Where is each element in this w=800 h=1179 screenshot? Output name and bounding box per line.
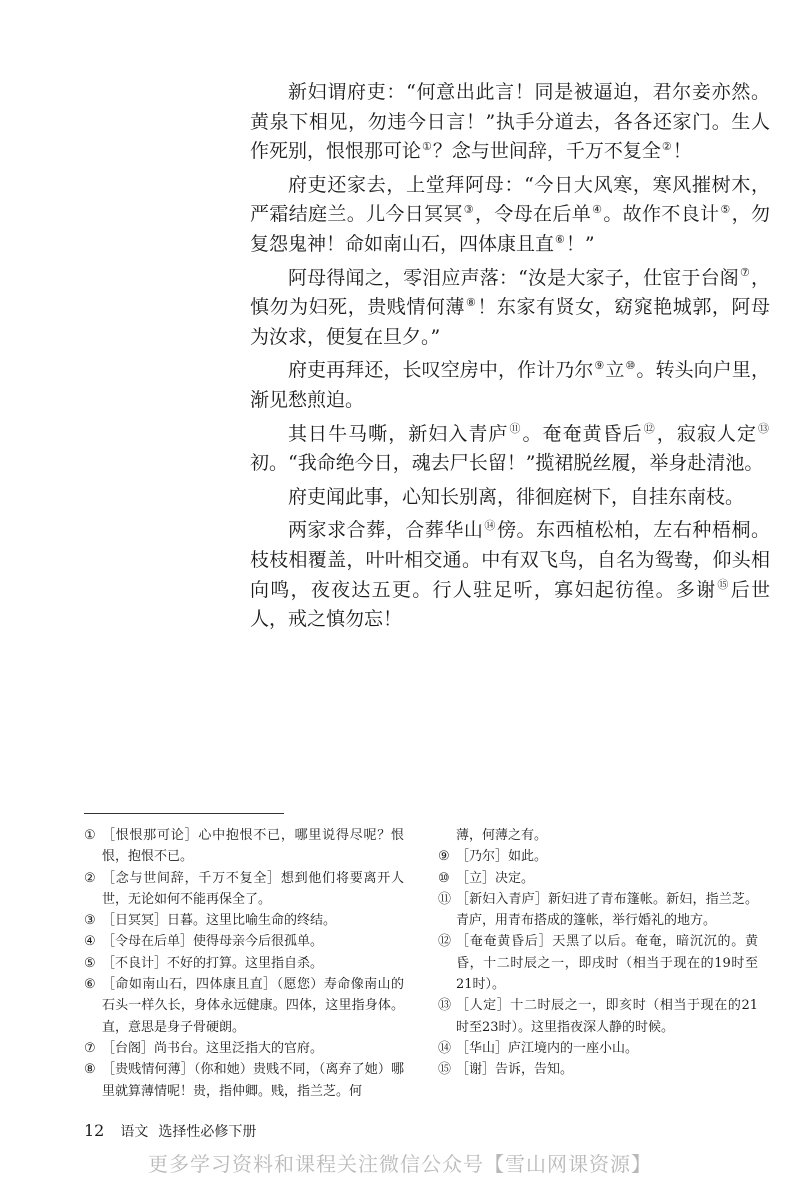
footnote-text: ［华山］庐江境内的一座小山。 bbox=[456, 1040, 639, 1056]
footnote-reference: ⑨ bbox=[594, 359, 605, 373]
text-segment: 府吏还家去，上堂拜阿母：“今日大风寒，寒风摧树木，严霜结庭兰。儿今日冥冥 bbox=[250, 173, 770, 226]
footnote-reference: ④ bbox=[592, 203, 603, 217]
footnote-text: ［立］决定。 bbox=[456, 870, 535, 886]
footnote-marker: ⑧ bbox=[84, 1062, 96, 1078]
text-segment: 阿母得闻之，零泪应声落：“汝是大家子，仕宦于台阁 bbox=[288, 266, 739, 289]
footnote-divider bbox=[84, 813, 284, 814]
paragraph bbox=[250, 78, 770, 167]
text-segment: 。奄奄黄昏后 bbox=[522, 422, 643, 445]
footnote-reference: ① bbox=[422, 139, 432, 153]
footnote-text: ［念与世间辞，千万不复全］想到他们将要离开人世，无论如何不能再保全了。 bbox=[102, 870, 404, 907]
text-segment: 。故作不良计 bbox=[603, 203, 720, 226]
footnote-item bbox=[438, 1059, 758, 1080]
paragraph bbox=[250, 356, 770, 415]
text-segment: 傍。东西植松柏，左右种梧桐。枝枝相覆盖，叶叶相交通。中有双飞鸟，自名为鸳鸯，仰头相向鸣，夜夜达五更。行人驻足听，寡妇起彷徨。多谢 bbox=[250, 519, 770, 601]
footnote-text: ［台阁］尚书台。这里泛指大的官府。 bbox=[102, 1040, 324, 1056]
footnote-marker: ① bbox=[84, 828, 96, 843]
text-segment: 初。“我命绝今日，魂去尸长留！”揽裙脱丝履，举身赴清池。 bbox=[250, 452, 764, 475]
footnote-reference: ③ bbox=[463, 203, 475, 217]
text-segment: 府吏再拜还，长叹空房中，作计乃尔 bbox=[288, 359, 594, 382]
paragraph bbox=[250, 516, 770, 634]
text-segment: ！” bbox=[565, 232, 595, 255]
footnote-text: ［日冥冥］日暮。这里比喻生命的终结。 bbox=[102, 913, 337, 929]
text-segment: 两家求合葬，合葬华山 bbox=[288, 519, 484, 542]
footnote-text: ［乃尔］如此。 bbox=[456, 849, 548, 865]
footnote-item bbox=[438, 846, 758, 867]
text-segment: 府吏闻此事，心知长别离，徘徊庭树下，自挂东南枝。 bbox=[288, 485, 745, 508]
footnote-reference: ⑮ bbox=[717, 578, 730, 592]
text-segment: ？念与世间辞，千万不复全 bbox=[432, 140, 661, 163]
text-segment: ！东家有贤女，窈窕艳城郭，阿母为汝求，便复在旦夕。” bbox=[250, 296, 770, 348]
page-footer bbox=[84, 1121, 256, 1141]
footnote-text: ［人定］十二时辰之一，即亥时（相当于现在的21时至23时）。这里指夜深人静的时候。 bbox=[456, 998, 758, 1035]
footnote-item bbox=[84, 868, 404, 911]
text-segment: ，慎勿为妇死，贵贱情何薄 bbox=[250, 266, 770, 319]
footnote-item bbox=[84, 931, 404, 952]
footnote-item bbox=[438, 1038, 758, 1059]
footnote-text: ［谢］告诉，告知。 bbox=[456, 1062, 574, 1078]
text-segment: ，勿复怨鬼神！命如南山石，四体康且直 bbox=[250, 203, 770, 255]
footnote-marker: ⑫ bbox=[438, 934, 452, 950]
footnote-item bbox=[84, 974, 404, 1038]
footnote-marker: ⑦ bbox=[84, 1040, 96, 1056]
footnote-item bbox=[84, 825, 404, 868]
footnote-reference: ⑫ bbox=[643, 422, 656, 436]
footnote-marker: ④ bbox=[84, 934, 96, 950]
footnote-reference: ⑦ bbox=[739, 266, 750, 280]
text-segment: ！ bbox=[672, 140, 692, 163]
footnote-reference: ⑧ bbox=[465, 295, 477, 309]
footnote-item bbox=[84, 1059, 404, 1102]
footnote-marker: ③ bbox=[84, 913, 96, 929]
footnote-marker: ⑭ bbox=[438, 1040, 452, 1056]
footnote-marker: ⑪ bbox=[438, 891, 452, 907]
footnote-item bbox=[438, 889, 758, 932]
footnote-text: ［令母在后单］使得母亲今后很孤单。 bbox=[102, 934, 324, 950]
text-segment: 新妇谓府吏：“何意出此言！同是被逼迫，君尔妾亦然。黄泉下相见，勿违今日言！”执手分道去，各各还家门。生人作死别，恨恨那可论 bbox=[250, 81, 770, 163]
text-segment: 后世人，戒之慎勿忘！ bbox=[250, 578, 770, 631]
footnote-reference: ⑭ bbox=[484, 518, 496, 532]
footnote-text: ［命如南山石，四体康且直］（愿您）寿命像南山的石头一样久长，身体永远健康。四体，这里指身体。直，意思是身子骨硬朗。 bbox=[102, 977, 404, 1035]
footnotes-right-column bbox=[438, 825, 758, 1081]
main-poem-text bbox=[250, 78, 770, 639]
footnote-marker: ⑤ bbox=[84, 955, 96, 971]
footnote-item bbox=[84, 1038, 404, 1059]
footer-subject: 语文 bbox=[120, 1124, 149, 1140]
footnote-text: ［不良计］不好的打算。这里指自杀。 bbox=[102, 955, 324, 971]
footer-volume: 选择性必修下册 bbox=[158, 1124, 257, 1140]
footnote-text: ［新妇入青庐］新妇进了青布篷帐。新妇，指兰芝。青庐，用青布搭成的篷帐，举行婚礼的地方。 bbox=[456, 891, 758, 929]
text-segment: 。转头向户里，渐见愁煎迫。 bbox=[250, 359, 770, 411]
footnote-marker: ⑥ bbox=[84, 977, 96, 993]
footnote-marker: ⑨ bbox=[438, 849, 450, 865]
footnote-marker: ② bbox=[84, 870, 96, 886]
footnote-item bbox=[438, 931, 758, 995]
footnote-marker: ⑬ bbox=[438, 998, 452, 1014]
footnote-marker: ⑩ bbox=[438, 870, 450, 886]
footnote-continuation: 薄，何薄之有。 bbox=[456, 828, 548, 843]
footnotes-left-column bbox=[84, 825, 404, 1102]
footnote-reference: ⑩ bbox=[625, 359, 636, 373]
page-number: 12 bbox=[84, 1121, 105, 1140]
footnote-text: ［奄奄黄昏后］天黑了以后。奄奄，暗沉沉的。黄昏，十二时辰之一，即戌时（相当于现在的19时至21时）。 bbox=[456, 934, 758, 993]
text-segment: ，寂寂人定 bbox=[656, 422, 757, 445]
watermark: 更多学习资料和课程关注微信公众号【雪山网课资源】 bbox=[148, 1152, 652, 1176]
paragraph bbox=[250, 420, 770, 479]
footnote-item bbox=[438, 995, 758, 1038]
footnote-marker: ⑮ bbox=[438, 1062, 452, 1078]
text-segment: 立 bbox=[605, 359, 625, 382]
paragraph bbox=[250, 171, 770, 260]
footnote-item bbox=[84, 910, 404, 931]
footnote-reference: ⑤ bbox=[720, 203, 731, 217]
paragraph bbox=[250, 483, 770, 513]
footnote-reference: ⑬ bbox=[757, 422, 769, 436]
paragraph bbox=[250, 264, 770, 353]
footnote-item bbox=[438, 868, 758, 889]
text-segment: 其日牛马嘶，新妇入青庐 bbox=[288, 422, 509, 445]
text-segment: ，令母在后单 bbox=[475, 203, 592, 226]
footnote-text: ［贵贱情何薄］（你和她）贵贱不同，（离弃了她）哪里就算薄情呢！贵，指仲卿。贱，指兰芝。何 bbox=[102, 1062, 404, 1099]
footnote-item bbox=[84, 953, 404, 974]
footnote-text: ［恨恨那可论］心中抱恨不已，哪里说得尽呢？恨恨，抱恨不已。 bbox=[102, 828, 404, 865]
footnote-reference: ⑥ bbox=[555, 232, 565, 246]
footnote-reference: ② bbox=[661, 139, 672, 153]
footnote-reference: ⑪ bbox=[509, 422, 522, 436]
